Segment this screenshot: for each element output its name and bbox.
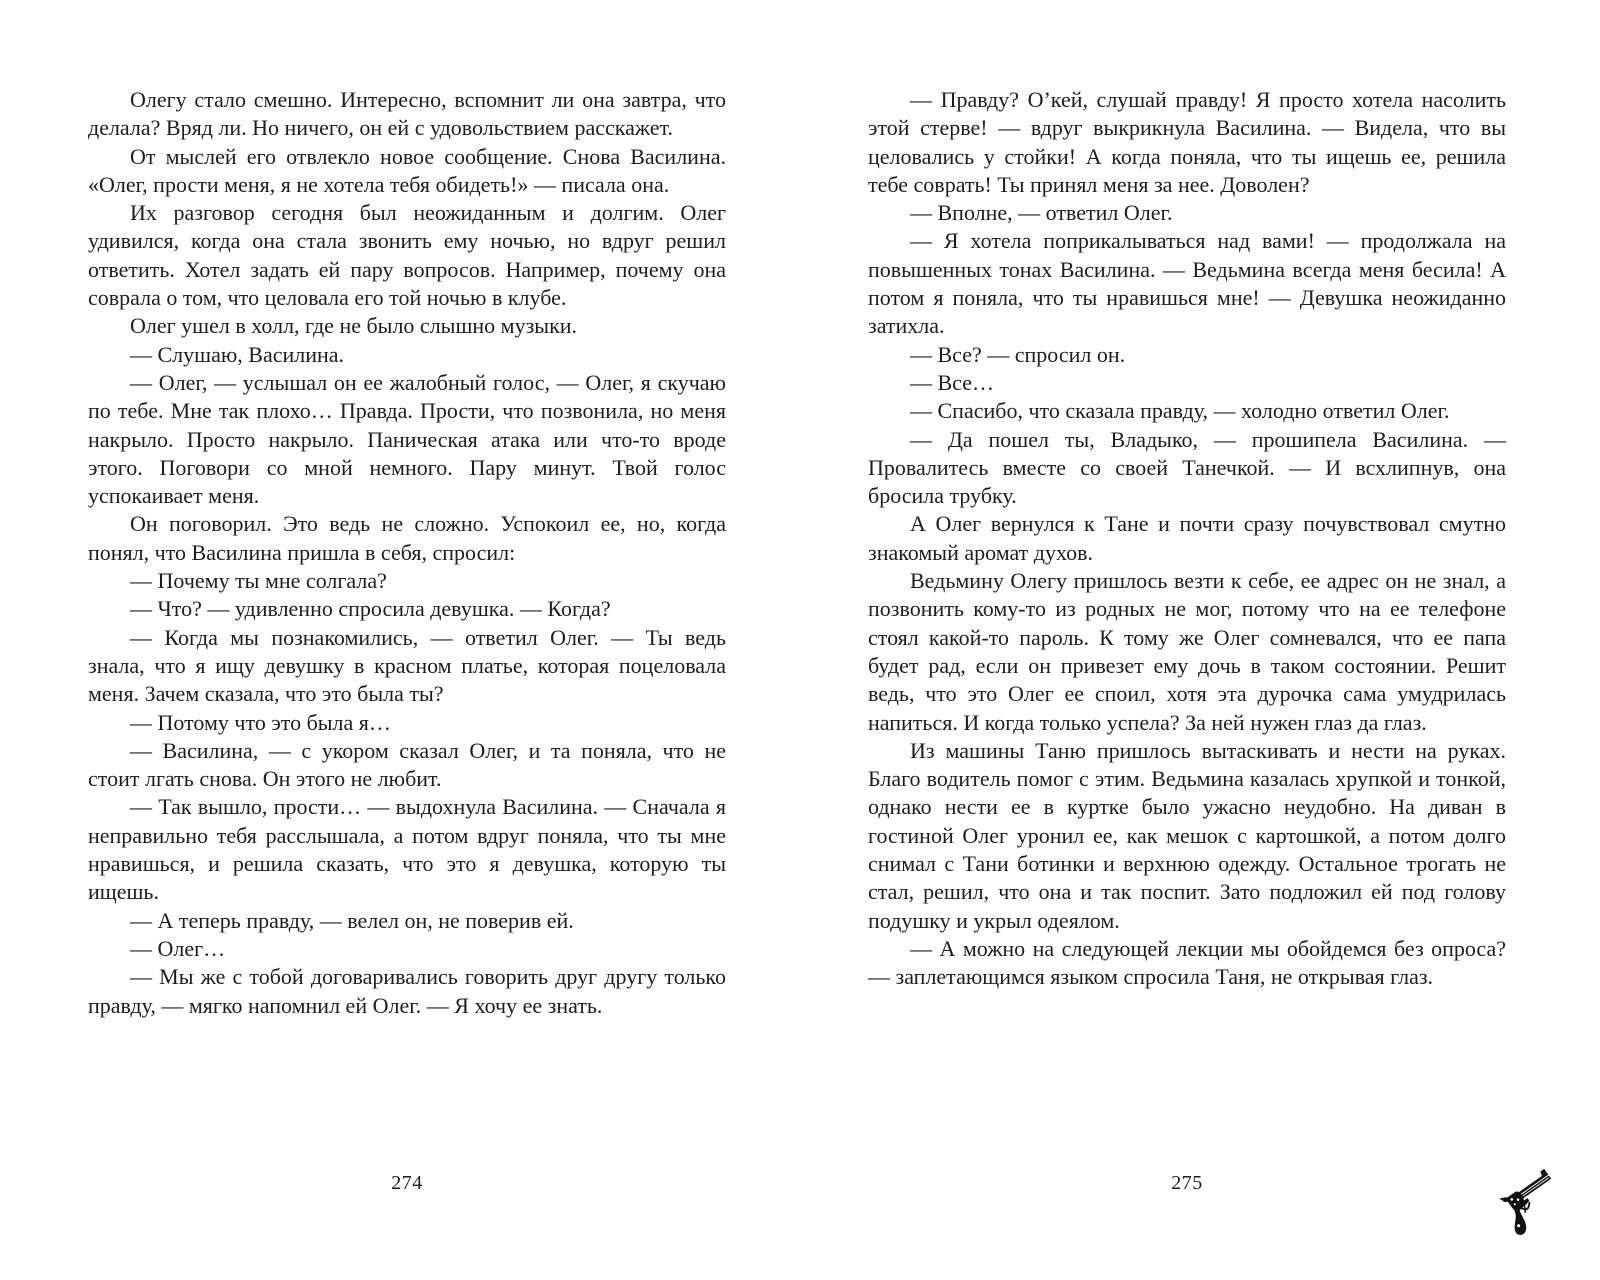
paragraph: — Василина, — с укором сказал Олег, и та поняла, что не стоит лгать снова. Он этого не любит.	[88, 737, 726, 792]
paragraph: Их разговор сегодня был неожиданным и долгим. Олег удивился, когда она стала звонить ему ночью, но вдруг решил ответить. Хотел задать ей пару вопросов. Например, почему она соврала о том, что целовала его той ночью в клубе.	[88, 200, 726, 311]
paragraph: — Олег, — услышал он ее жалобный голос, — Олег, я скучаю по тебе. Мне так плохо… Правда. Прости, что позвонила, но меня накрыло. Просто накрыло. Паническая атака или что-то вроде этого. Поговори со мной немного. Пару минут. Твой голос успокаивает меня.	[88, 369, 726, 509]
paragraph: — Правду? О’кей, слушай правду! Я просто хотела насолить этой стерве! — вдруг выкрикнула Василина. — Видела, что вы целовались у стойки! А когда поняла, что ты ищешь ее, решила тебе соврать! Ты принял меня за нее. Доволен?	[868, 87, 1506, 197]
paragraph: — Мы же с тобой договаривались говорить друг другу только правду, — мягко напомнил ей Олег. — Я хочу ее знать.	[88, 964, 726, 1018]
paragraph: — Все? — спросил он.	[910, 341, 1126, 367]
paragraph: — Я хотела поприкалываться над вами! — продолжала на повышенных тонах Василина. — Ведьмина всегда меня бесила! А потом я поняла, что ты нравишься мне! — Девушка неожиданно затихла.	[868, 228, 1506, 339]
paragraph: Ведьмину Олегу пришлось везти к себе, ее адрес он не знал, а позвонить кому-то из родных не мог, потому что на ее телефоне стоял какой-то пароль. К тому же Олег сомневался, что ее папа будет рад, если он привезет ему дочь в таком состоянии. Решит ведь, что это Олег ее споил, хотя эта дурочка сама умудрилась напиться. И когда только успела? За ней нужен глаз да глаз.	[868, 568, 1506, 735]
paragraph: — Когда мы познакомились, — ответил Олег. — Ты ведь знала, что я ищу девушку в красном платье, которая поцеловала меня. Зачем сказала, что это была ты?	[88, 624, 726, 707]
revolver-icon	[1490, 1172, 1566, 1244]
paragraph: От мыслей его отвлекло новое сообщение. Снова Василина. «Олег, прости меня, я не хотела тебя обидеть!» — писала она.	[88, 143, 726, 197]
paragraph: — Так вышло, прости… — выдохнула Василина. — Сначала я неправильно тебя расслышала, а потом вдруг поняла, что ты мне нравишься, и решила сказать, что это я девушка, которую ты ищешь.	[88, 794, 726, 905]
page-number-left: 274	[391, 1172, 423, 1194]
page-left-text	[88, 86, 726, 1020]
paragraph: Из машины Таню пришлось вытаскивать и нести на руках. Благо водитель помог с этим. Ведьмина казалась хрупкой и тонкой, однако нести ее в куртке было ужасно неудобно. На диван в гостиной Олег уронил ее, как мешок с картошкой, а потом долго снимал с Тани ботинки и верхнюю одежду. Остальное трогать не стал, решил, что она и так поспит. Зато подложил ей под голову подушку и укрыл одеялом.	[868, 737, 1506, 933]
paragraph: Олегу стало смешно. Интересно, вспомнит ли она завтра, что делала? Вряд ли. Но ничего, он ей с удовольствием расскажет.	[88, 87, 726, 141]
paragraph: — Потому что это была я…	[130, 709, 391, 735]
paragraph: — Спасибо, что сказала правду, — холодно ответил Олег.	[910, 398, 1450, 424]
paragraph: А Олег вернулся к Тане и почти сразу почувствовал смутно знакомый аромат духов.	[868, 511, 1506, 565]
paragraph: — Почему ты мне солгала?	[130, 568, 387, 594]
paragraph: — А теперь правду, — велел он, не поверив ей.	[130, 907, 574, 933]
paragraph: — Вполне, — ответил Олег.	[910, 200, 1173, 226]
paragraph: — Все…	[910, 369, 994, 395]
paragraph: Он поговорил. Это ведь не сложно. Успокоил ее, но, когда понял, что Василина пришла в себя, спросил:	[88, 511, 726, 565]
page-right-text	[868, 86, 1506, 992]
paragraph: — Слушаю, Василина.	[130, 341, 345, 367]
paragraph: — Да пошел ты, Владыко, — прошипела Василина. — Провалитесь вместе со своей Танечкой. — И всхлипнув, она бросила трубку.	[868, 426, 1506, 509]
paragraph: — А можно на следующей лекции мы обойдемся без опроса? — заплетающимся языком спросила Таня, не открывая глаз.	[868, 935, 1506, 990]
paragraph: — Что? — удивленно спросила девушка. — Когда?	[130, 596, 611, 622]
page-number-right: 275	[1171, 1172, 1203, 1194]
paragraph: Олег ушел в холл, где не было слышно музыки.	[130, 313, 578, 339]
paragraph: — Олег…	[130, 935, 226, 961]
